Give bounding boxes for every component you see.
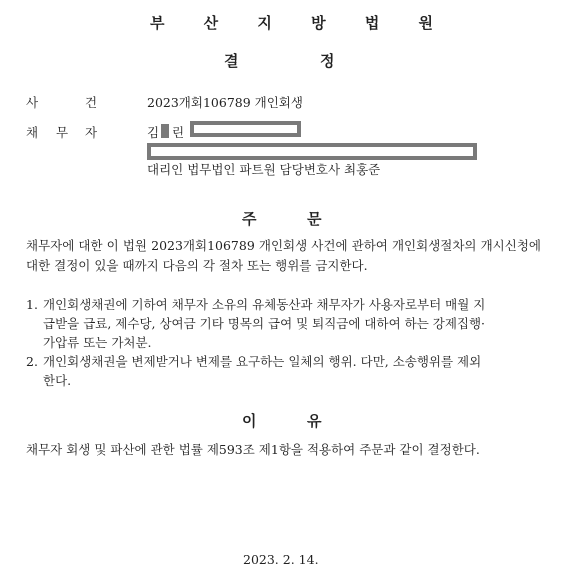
- order-item-1-line-3: 가압류 또는 가처분.: [43, 335, 152, 350]
- order-item-2-line-1: 개인회생채권을 변제받거나 변제를 요구하는 일체의 행위. 다만, 소송행위를 제외: [43, 354, 482, 369]
- doc-type-char-1: 결: [224, 52, 239, 70]
- order-item-2-line-2: 한다.: [43, 373, 72, 388]
- name-redaction: [161, 124, 169, 138]
- debtor-name-suffix: 린: [172, 125, 185, 140]
- decision-date: 2023. 2. 14.: [243, 552, 319, 567]
- redaction-box-address: [147, 143, 477, 160]
- case-label-char-1: 사: [26, 95, 39, 110]
- debtor-label-char-3: 자: [85, 125, 98, 140]
- court-name: 부 산 지 방 법 원: [149, 14, 451, 32]
- doc-type-char-2: 정: [320, 52, 335, 70]
- order-heading-char-2: 문: [307, 210, 322, 228]
- order-item-1-line-1: 개인회생채권에 기하여 채무자 소유의 유체동산과 채무자가 사용자로부터 매월 지: [43, 297, 486, 312]
- order-item-2-number: 2.: [26, 354, 38, 369]
- order-item-1-line-2: 급받을 급료, 제수당, 상여금 기타 명목의 급여 및 퇴직금에 대하여 하는 강제집행·: [43, 316, 486, 331]
- reason-heading-char-1: 이: [242, 412, 257, 430]
- case-number: 2023개회106789 개인회생: [147, 95, 303, 110]
- redaction-box-name: [190, 121, 301, 137]
- debtor-label-char-2: 무: [56, 125, 69, 140]
- order-intro: 채무자에 대한 이 법원 2023개회106789 개인회생 사건에 관하여 개인회생절차의 개시신청에 대한 결정이 있을 때까지 다음의 각 절차 또는 행위를 금지한다.: [26, 238, 541, 273]
- reason-heading-char-2: 유: [307, 412, 322, 430]
- debtor-label-char-1: 채: [26, 125, 39, 140]
- order-heading-char-1: 주: [242, 210, 257, 228]
- debtor-name-prefix: 김: [147, 125, 160, 140]
- order-item-1-number: 1.: [26, 297, 38, 312]
- representative: 대리인 법무법인 파트원 담당변호사 최홍준: [147, 162, 381, 177]
- case-label-char-2: 건: [85, 95, 98, 110]
- reason-text: 채무자 회생 및 파산에 관한 법률 제593조 제1항을 적용하여 주문과 같이 결정한다.: [26, 442, 480, 457]
